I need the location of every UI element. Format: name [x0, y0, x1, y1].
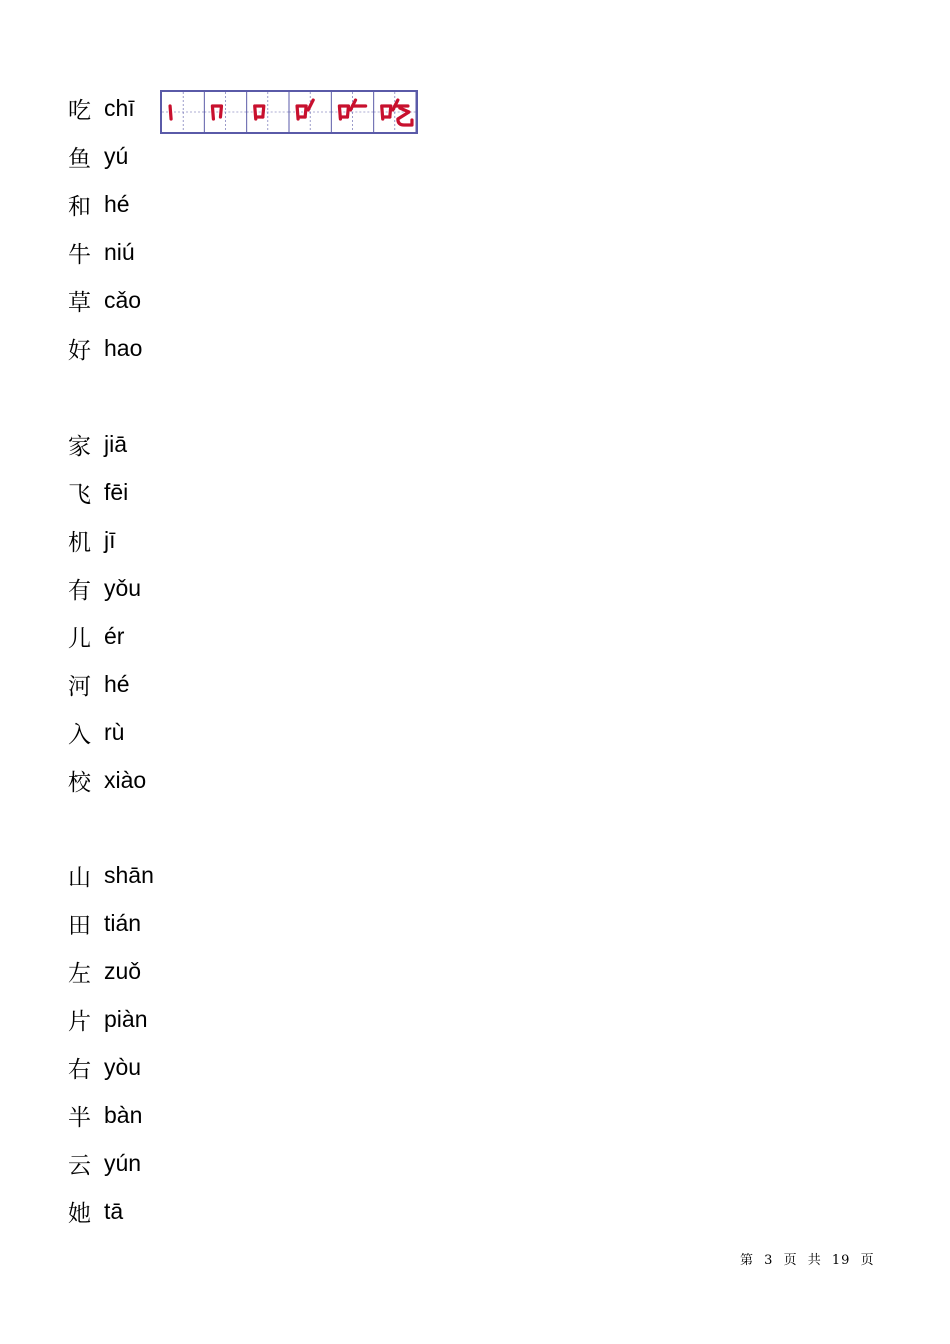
hanzi-character: 儿: [68, 625, 91, 652]
hanzi-character: 她: [68, 1200, 91, 1227]
hanzi-character: 吃: [68, 97, 91, 124]
vocab-row: [68, 84, 142, 132]
footer-label-ye: 页: [783, 1253, 798, 1268]
stroke-step-cell: [162, 92, 204, 132]
pinyin-text: jiā: [104, 430, 128, 457]
stroke-path: [212, 106, 213, 119]
hanzi-character: 草: [68, 289, 91, 316]
hanzi-character: 左: [68, 960, 91, 987]
pinyin-text: yún: [104, 1149, 142, 1176]
pinyin-text: piàn: [104, 1005, 148, 1032]
vocab-row: [68, 947, 154, 995]
vocab-group-2: [68, 420, 146, 804]
hanzi-character: 山: [68, 864, 91, 891]
pinyin-text: xiào: [104, 766, 147, 793]
vocab-row: [68, 1139, 154, 1187]
vocab-row: [68, 1091, 154, 1139]
hanzi-character: 片: [68, 1008, 91, 1035]
stroke-order-strip: [160, 90, 418, 134]
pinyin-text: niú: [104, 238, 135, 265]
vocab-row: [68, 468, 146, 516]
stroke-step-cell: [204, 92, 246, 132]
pinyin-text: chī: [104, 94, 135, 121]
footer-label-ye-2: 页: [860, 1253, 875, 1268]
page-footer: [740, 1249, 880, 1268]
pinyin-text: hao: [104, 334, 143, 361]
vocab-row: [68, 516, 146, 564]
pinyin-text: fēi: [104, 478, 129, 505]
vocab-group-1: [68, 84, 142, 372]
pinyin-text: yǒu: [104, 574, 142, 601]
pinyin-text: cǎo: [104, 286, 142, 313]
stroke-order-grid: [162, 92, 416, 132]
vocab-row: [68, 324, 142, 372]
vocab-row: [68, 612, 146, 660]
hanzi-character: 鱼: [68, 145, 91, 172]
stroke-step-cell: [247, 92, 289, 132]
pinyin-text: hé: [104, 190, 130, 217]
vocab-row: [68, 420, 146, 468]
vocab-row: [68, 1187, 154, 1235]
stroke-path: [308, 100, 313, 110]
hanzi-character: 校: [68, 769, 91, 796]
pinyin-text: tián: [104, 909, 142, 936]
vocab-row: [68, 1043, 154, 1091]
hanzi-character: 河: [68, 673, 91, 700]
vocab-row: [68, 995, 154, 1043]
vocab-row: [68, 276, 142, 324]
pinyin-text: jī: [104, 526, 116, 553]
hanzi-character: 好: [68, 337, 91, 364]
footer-label-gong: 共: [807, 1253, 822, 1268]
footer-total-pages: 19: [831, 1253, 851, 1268]
hanzi-character: 飞: [68, 481, 91, 508]
vocab-row: [68, 899, 154, 947]
pinyin-text: ér: [104, 622, 125, 649]
hanzi-character: 有: [68, 577, 91, 604]
vocab-row: [68, 228, 142, 276]
pinyin-text: yú: [104, 142, 129, 169]
footer-page-number: 3: [764, 1253, 774, 1268]
vocab-row: [68, 564, 146, 612]
hanzi-character: 入: [68, 721, 91, 748]
hanzi-character: 牛: [68, 241, 91, 268]
stroke-path: [398, 108, 412, 125]
vocab-row: [68, 708, 146, 756]
hanzi-character: 和: [68, 193, 91, 220]
vocab-row: [68, 180, 142, 228]
vocab-row: [68, 756, 146, 804]
pinyin-text: shān: [104, 861, 154, 888]
hanzi-character: 家: [68, 433, 91, 460]
hanzi-character: 田: [68, 912, 91, 939]
hanzi-character: 机: [68, 529, 91, 556]
hanzi-character: 右: [68, 1056, 91, 1083]
footer-label-di: 第: [740, 1253, 755, 1268]
pinyin-text: hé: [104, 670, 130, 697]
pinyin-text: bàn: [104, 1101, 143, 1128]
stroke-path: [170, 106, 171, 119]
vocab-group-3: [68, 851, 154, 1235]
vocab-row: [68, 660, 146, 708]
pinyin-text: rù: [104, 718, 125, 745]
stroke-step-cell: [331, 92, 373, 132]
pinyin-text: yòu: [104, 1053, 142, 1080]
hanzi-character: 半: [68, 1104, 91, 1131]
vocab-row: [68, 851, 154, 899]
stroke-step-cell: [374, 92, 416, 132]
pinyin-text: zuǒ: [104, 957, 142, 984]
hanzi-character: 云: [68, 1152, 91, 1179]
pinyin-text: tā: [104, 1197, 124, 1224]
vocab-row: [68, 132, 142, 180]
stroke-step-cell: [289, 92, 331, 132]
